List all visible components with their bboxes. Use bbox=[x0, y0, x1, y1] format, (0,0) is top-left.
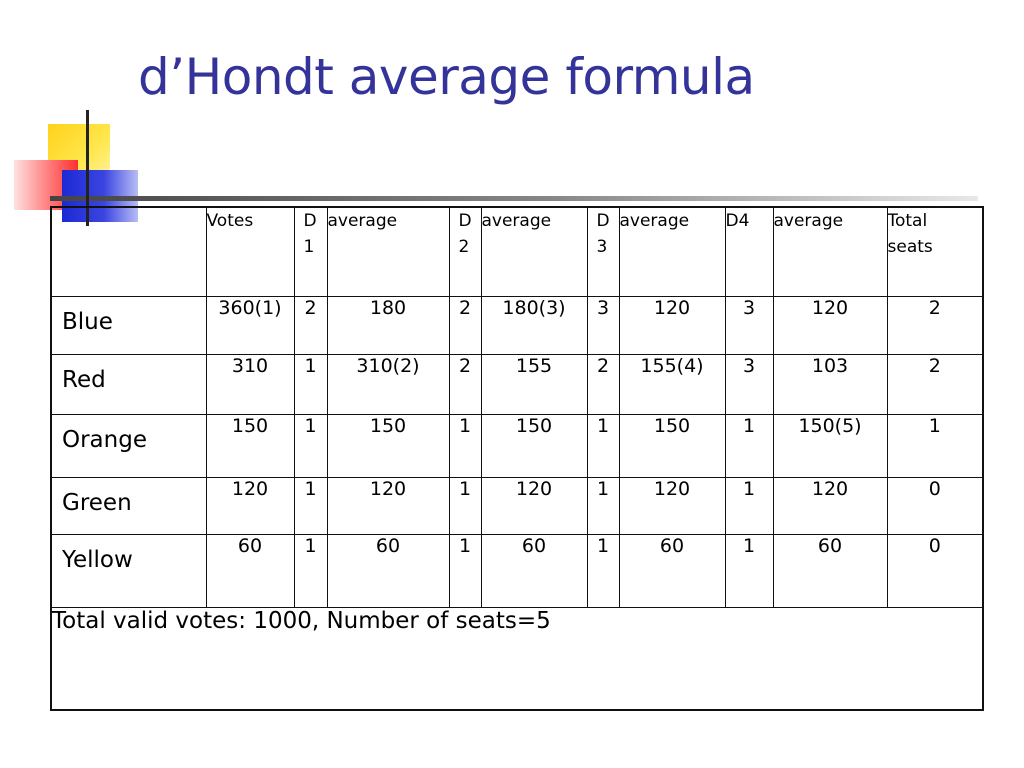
value-cell: 120 bbox=[481, 477, 587, 534]
header-cell: average bbox=[619, 207, 725, 296]
total-seats-cell: 1 bbox=[887, 414, 983, 477]
value-cell: 3 bbox=[725, 354, 773, 414]
value-cell: 150 bbox=[206, 414, 294, 477]
value-cell: 103 bbox=[773, 354, 887, 414]
value-cell: 2 bbox=[449, 296, 481, 354]
value-cell: 2 bbox=[449, 354, 481, 414]
value-cell: 150 bbox=[327, 414, 449, 477]
dhondt-table bbox=[50, 206, 984, 711]
table-footer-row bbox=[51, 607, 983, 710]
value-cell: 1 bbox=[449, 414, 481, 477]
header-cell: D 2 bbox=[449, 207, 481, 296]
slide-title: d’Hondt average formula bbox=[138, 48, 755, 106]
table-header-row bbox=[51, 207, 983, 296]
value-cell: 120 bbox=[773, 296, 887, 354]
value-cell: 1 bbox=[449, 477, 481, 534]
value-cell: 1 bbox=[449, 534, 481, 607]
value-cell: 60 bbox=[206, 534, 294, 607]
value-cell: 1 bbox=[725, 534, 773, 607]
value-cell: 150(5) bbox=[773, 414, 887, 477]
value-cell: 3 bbox=[587, 296, 619, 354]
value-cell: 360(1) bbox=[206, 296, 294, 354]
value-cell: 120 bbox=[619, 296, 725, 354]
header-cell: D 3 bbox=[587, 207, 619, 296]
header-cell: average bbox=[327, 207, 449, 296]
value-cell: 1 bbox=[294, 414, 327, 477]
value-cell: 3 bbox=[725, 296, 773, 354]
header-cell: D4 bbox=[725, 207, 773, 296]
value-cell: 1 bbox=[294, 477, 327, 534]
value-cell: 310 bbox=[206, 354, 294, 414]
total-seats-cell: 0 bbox=[887, 534, 983, 607]
header-cell: D 1 bbox=[294, 207, 327, 296]
table-row bbox=[51, 354, 983, 414]
party-name: Green bbox=[51, 477, 206, 534]
party-name: Yellow bbox=[51, 534, 206, 607]
header-cell: Votes bbox=[206, 207, 294, 296]
value-cell: 120 bbox=[619, 477, 725, 534]
value-cell: 150 bbox=[619, 414, 725, 477]
value-cell: 180 bbox=[327, 296, 449, 354]
total-seats-cell: 0 bbox=[887, 477, 983, 534]
value-cell: 120 bbox=[327, 477, 449, 534]
total-seats-cell: 2 bbox=[887, 354, 983, 414]
value-cell: 1 bbox=[587, 534, 619, 607]
value-cell: 60 bbox=[481, 534, 587, 607]
table-row bbox=[51, 534, 983, 607]
value-cell: 310(2) bbox=[327, 354, 449, 414]
value-cell: 1 bbox=[294, 354, 327, 414]
table-row bbox=[51, 296, 983, 354]
header-cell: Total seats bbox=[887, 207, 983, 296]
value-cell: 1 bbox=[587, 477, 619, 534]
party-name: Red bbox=[51, 354, 206, 414]
party-name: Orange bbox=[51, 414, 206, 477]
value-cell: 60 bbox=[773, 534, 887, 607]
value-cell: 180(3) bbox=[481, 296, 587, 354]
value-cell: 120 bbox=[206, 477, 294, 534]
value-cell: 1 bbox=[725, 414, 773, 477]
value-cell: 2 bbox=[294, 296, 327, 354]
value-cell: 60 bbox=[619, 534, 725, 607]
value-cell: 155(4) bbox=[619, 354, 725, 414]
header-cell: average bbox=[773, 207, 887, 296]
decor-horizontal-rule bbox=[50, 196, 978, 201]
header-cell: average bbox=[481, 207, 587, 296]
value-cell: 150 bbox=[481, 414, 587, 477]
value-cell: 155 bbox=[481, 354, 587, 414]
footer-note: Total valid votes: 1000, Number of seats=5 bbox=[51, 607, 983, 710]
value-cell: 60 bbox=[327, 534, 449, 607]
table-row bbox=[51, 477, 983, 534]
party-name: Blue bbox=[51, 296, 206, 354]
value-cell: 1 bbox=[294, 534, 327, 607]
total-seats-cell: 2 bbox=[887, 296, 983, 354]
value-cell: 2 bbox=[587, 354, 619, 414]
header-cell-empty bbox=[51, 207, 206, 296]
value-cell: 1 bbox=[587, 414, 619, 477]
value-cell: 120 bbox=[773, 477, 887, 534]
table-row bbox=[51, 414, 983, 477]
value-cell: 1 bbox=[725, 477, 773, 534]
